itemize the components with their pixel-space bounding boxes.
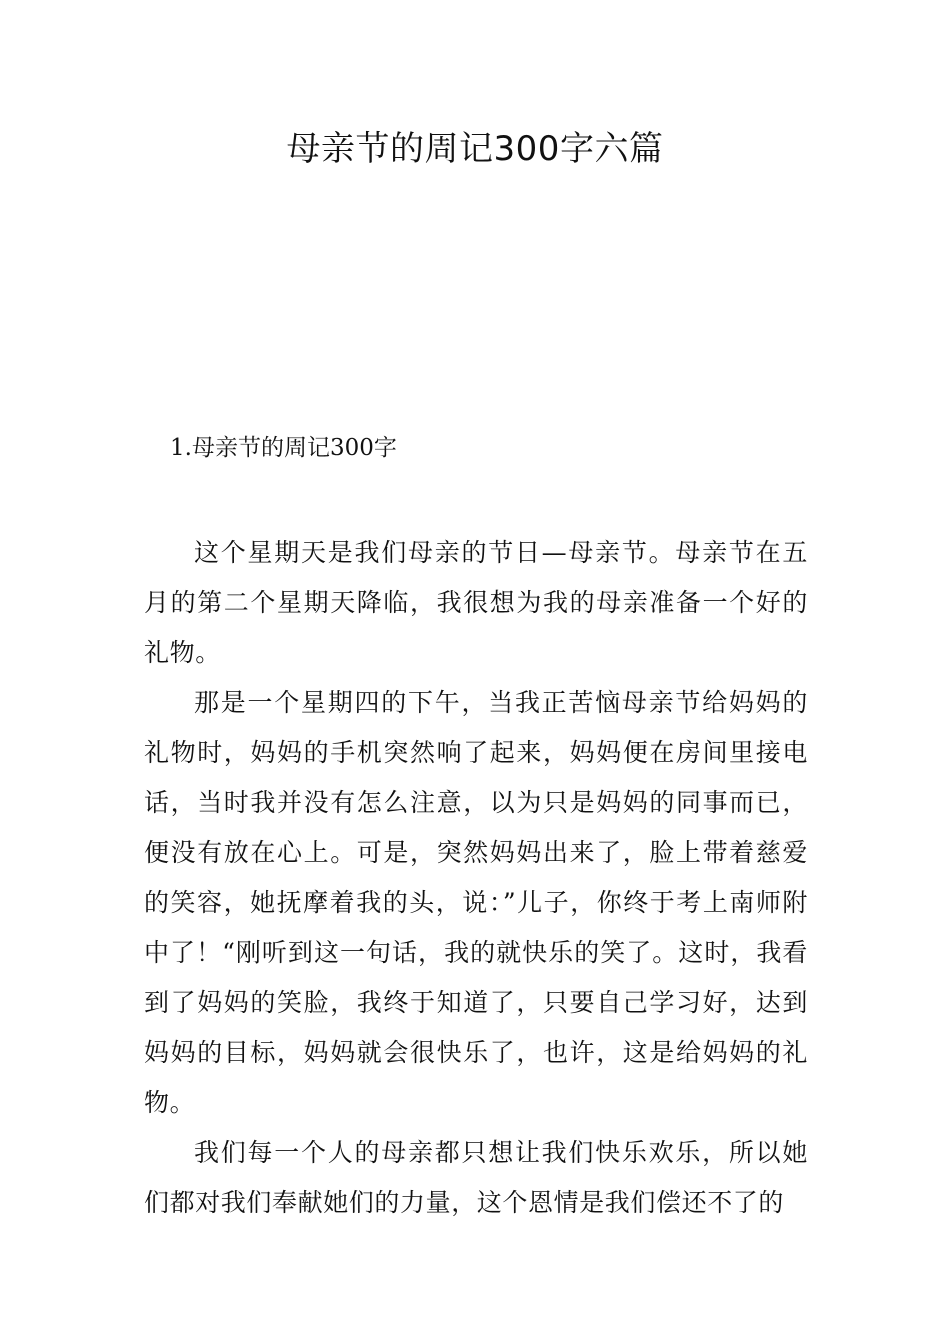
document-title: 母亲节的周记300字六篇 xyxy=(286,129,664,169)
paragraph-2: 那是一个星期四的下午，当我正苦恼母亲节给妈妈的礼物时，妈妈的手机突然响了起来，妈妈便在房间里接电话，当时我并没有怎么注意，以为只是妈妈的同事而已，便没有放在心上。可是，突然妈妈出来了，脸上带着慈爱的笑容，她抚摩着我的头，说：”儿子，你终于考上南师附中了！“刚听到这一句话，我的就快乐的笑了。这时，我看到了妈妈的笑脸，我终于知道了，只要自己学习好，达到妈妈的目标，妈妈就会很快乐了，也许，这是给妈妈的礼物。 xyxy=(144,688,808,1117)
body-text xyxy=(144,528,808,1228)
section-heading: 1.母亲节的周记300字 xyxy=(170,435,397,461)
paragraph-1: 这个星期天是我们母亲的节日—母亲节。母亲节在五月的第二个星期天降临，我很想为我的母亲准备一个好的礼物。 xyxy=(144,538,808,667)
paragraph-3: 我们每一个人的母亲都只想让我们快乐欢乐，所以她们都对我们奉献她们的力量，这个恩情是我们偿还不了的 xyxy=(144,1138,808,1217)
